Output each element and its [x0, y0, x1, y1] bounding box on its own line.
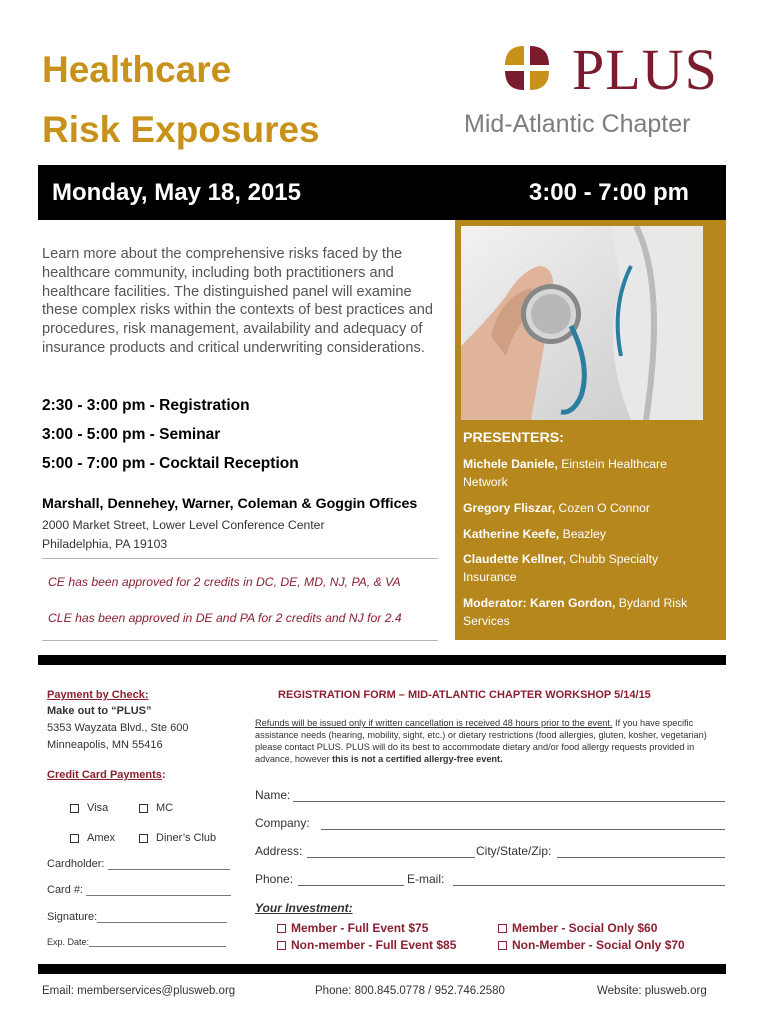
presenter-name: Claudette Kellner, — [463, 552, 566, 566]
refund-underlined: Refunds will be issued only if written cancellation is received 48 hours prior to the event. — [255, 718, 613, 728]
presenter-org: Beazley — [559, 527, 606, 541]
venue-name: Marshall, Dennehey, Warner, Coleman & Goggin Offices — [42, 496, 418, 512]
venue-address-1: 2000 Market Street, Lower Level Conference Center — [42, 518, 325, 532]
checkbox-icon[interactable] — [277, 941, 286, 950]
member-social-option[interactable] — [498, 921, 657, 935]
amex-checkbox[interactable] — [70, 832, 115, 844]
option-label: Non-member - Full Event $85 — [291, 938, 457, 952]
phone-label: Phone: — [255, 872, 294, 886]
company-label: Company: — [255, 816, 310, 830]
checkbox-icon[interactable] — [70, 834, 79, 843]
schedule-registration: 2:30 - 3:00 pm - Registration — [42, 397, 250, 414]
nonmember-full-option[interactable] — [277, 938, 456, 952]
email-label: E-mail: — [407, 872, 445, 886]
exp-date-line[interactable] — [89, 937, 226, 947]
option-label: Member - Social Only $60 — [512, 921, 658, 935]
presenter-item — [463, 456, 713, 491]
visa-checkbox[interactable] — [70, 802, 108, 814]
card-number-field[interactable] — [47, 884, 231, 896]
cardholder-line[interactable] — [108, 860, 230, 870]
divider-bar — [38, 655, 726, 665]
event-time: 3:00 - 7:00 pm — [528, 179, 689, 206]
nonmember-social-option[interactable] — [498, 938, 685, 952]
presenter-name: Katherine Keefe, — [463, 527, 560, 541]
presenter-org: Einstein Healthcare Network — [463, 457, 667, 489]
option-label: Member - Full Event $75 — [291, 921, 429, 935]
chapter-name: Mid-Atlantic Chapter — [464, 110, 691, 138]
phone-input[interactable] — [298, 885, 404, 886]
moderator-item — [463, 595, 713, 630]
title-line-1: Healthcare — [42, 49, 232, 90]
city-state-zip-label: City/State/Zip: — [476, 844, 552, 858]
exp-date-field[interactable] — [47, 937, 226, 947]
signature-label: Signature: — [47, 911, 98, 923]
company-input[interactable] — [321, 829, 725, 830]
title-line-2: Risk Exposures — [42, 109, 320, 150]
registration-heading: REGISTRATION FORM – MID-ATLANTIC CHAPTER WORKSHOP 5/14/15 — [278, 689, 651, 701]
credit-card-heading — [47, 769, 166, 781]
city-state-zip-input[interactable] — [557, 857, 725, 858]
venue-address-2: Philadelphia, PA 19103 — [42, 537, 168, 551]
checkbox-icon[interactable] — [139, 834, 148, 843]
stethoscope-photo — [461, 226, 703, 420]
footer-phone: Phone: 800.845.0778 / 952.746.2580 — [315, 985, 505, 997]
exp-date-label: Exp. Date: — [47, 937, 90, 947]
cardholder-label: Cardholder: — [47, 858, 105, 870]
divider-bar — [38, 964, 726, 974]
schedule-reception: 5:00 - 7:00 pm - Cocktail Reception — [42, 455, 299, 472]
refund-policy — [255, 718, 710, 766]
signature-field[interactable] — [47, 911, 227, 923]
option-label: Non-Member - Social Only $70 — [512, 938, 685, 952]
presenter-item — [463, 551, 713, 586]
visa-label: Visa — [87, 802, 109, 814]
presenter-item — [463, 526, 713, 544]
checkbox-icon[interactable] — [498, 924, 507, 933]
presenter-org: Cozen O Connor — [555, 501, 650, 515]
investment-heading: Your Investment: — [255, 901, 353, 915]
mail-address-1: 5353 Wayzata Blvd., Ste 600 — [47, 722, 189, 734]
presenters-heading: PRESENTERS: — [463, 430, 564, 446]
plus-cross-logo-icon — [503, 44, 551, 92]
cardholder-field[interactable] — [47, 858, 230, 870]
signature-line[interactable] — [97, 913, 227, 923]
divider — [42, 640, 438, 641]
mc-checkbox[interactable] — [139, 802, 173, 814]
email-input[interactable] — [453, 885, 725, 886]
cle-credits-note: CLE has been approved in DE and PA for 2 credits and NJ for 2.4 — [48, 611, 402, 625]
footer-email: Email: memberservices@plusweb.org — [42, 985, 236, 997]
event-date: Monday, May 18, 2015 — [52, 179, 301, 206]
diners-checkbox[interactable] — [139, 832, 216, 844]
member-full-option[interactable] — [277, 921, 428, 935]
address-input[interactable] — [307, 857, 475, 858]
presenter-org: Chubb Specialty Insurance — [463, 552, 659, 584]
name-label: Name: — [255, 788, 291, 802]
ce-credits-note: CE has been approved for 2 credits in DC, DE, MD, NJ, PA, & VA — [48, 575, 401, 589]
checkbox-icon[interactable] — [139, 804, 148, 813]
intro-paragraph: Learn more about the comprehensive risks faced by the healthcare community, including both practitioners and healthcare facilities. The distinguished panel will examine these complex risks within the contexts of best practices and procedures, risk management, availability and adequacy of insurance products and critical underwriting considerations. — [42, 246, 433, 356]
diners-label: Diner’s Club — [156, 832, 217, 844]
make-out-to: Make out to “PLUS” — [47, 705, 152, 717]
date-banner — [38, 165, 726, 220]
credit-card-heading-colon: : — [161, 769, 166, 781]
footer-website: Website: plusweb.org — [597, 985, 707, 997]
schedule-seminar: 3:00 - 5:00 pm - Seminar — [42, 426, 221, 443]
presenter-name: Gregory Fliszar, — [463, 501, 556, 515]
credit-card-heading-text: Credit Card Payments — [47, 769, 162, 781]
refund-rest: If you have specific assistance needs (hearing, mobility, sight, etc.) or dietary restrictions (food allergies, gluten, kosher, vegetarian) please contact PLUS. PLUS will do its best to accommodate dietary and/or food allergy requests provided in advance, however — [255, 718, 707, 764]
refund-bold: this is not a certified allergy-free event. — [332, 753, 503, 764]
presenter-name: Moderator: Karen Gordon, — [463, 596, 616, 610]
card-number-line[interactable] — [86, 886, 231, 896]
checkbox-icon[interactable] — [70, 804, 79, 813]
plus-logo-text: PLUS — [572, 37, 718, 102]
address-label: Address: — [255, 844, 303, 858]
stethoscope-image-icon — [461, 226, 703, 420]
divider — [42, 558, 438, 559]
check-payment-heading: Payment by Check: — [47, 689, 149, 701]
checkbox-icon[interactable] — [498, 941, 507, 950]
checkbox-icon[interactable] — [277, 924, 286, 933]
presenter-name: Michele Daniele, — [463, 457, 558, 471]
name-input[interactable] — [293, 801, 725, 802]
presenter-item — [463, 500, 713, 518]
event-title — [42, 40, 320, 160]
mail-address-2: Minneapolis, MN 55416 — [47, 739, 163, 751]
card-number-label: Card #: — [47, 884, 84, 896]
amex-label: Amex — [87, 832, 116, 844]
presenter-org: Bydand Risk Services — [463, 596, 688, 628]
mc-label: MC — [156, 802, 174, 814]
